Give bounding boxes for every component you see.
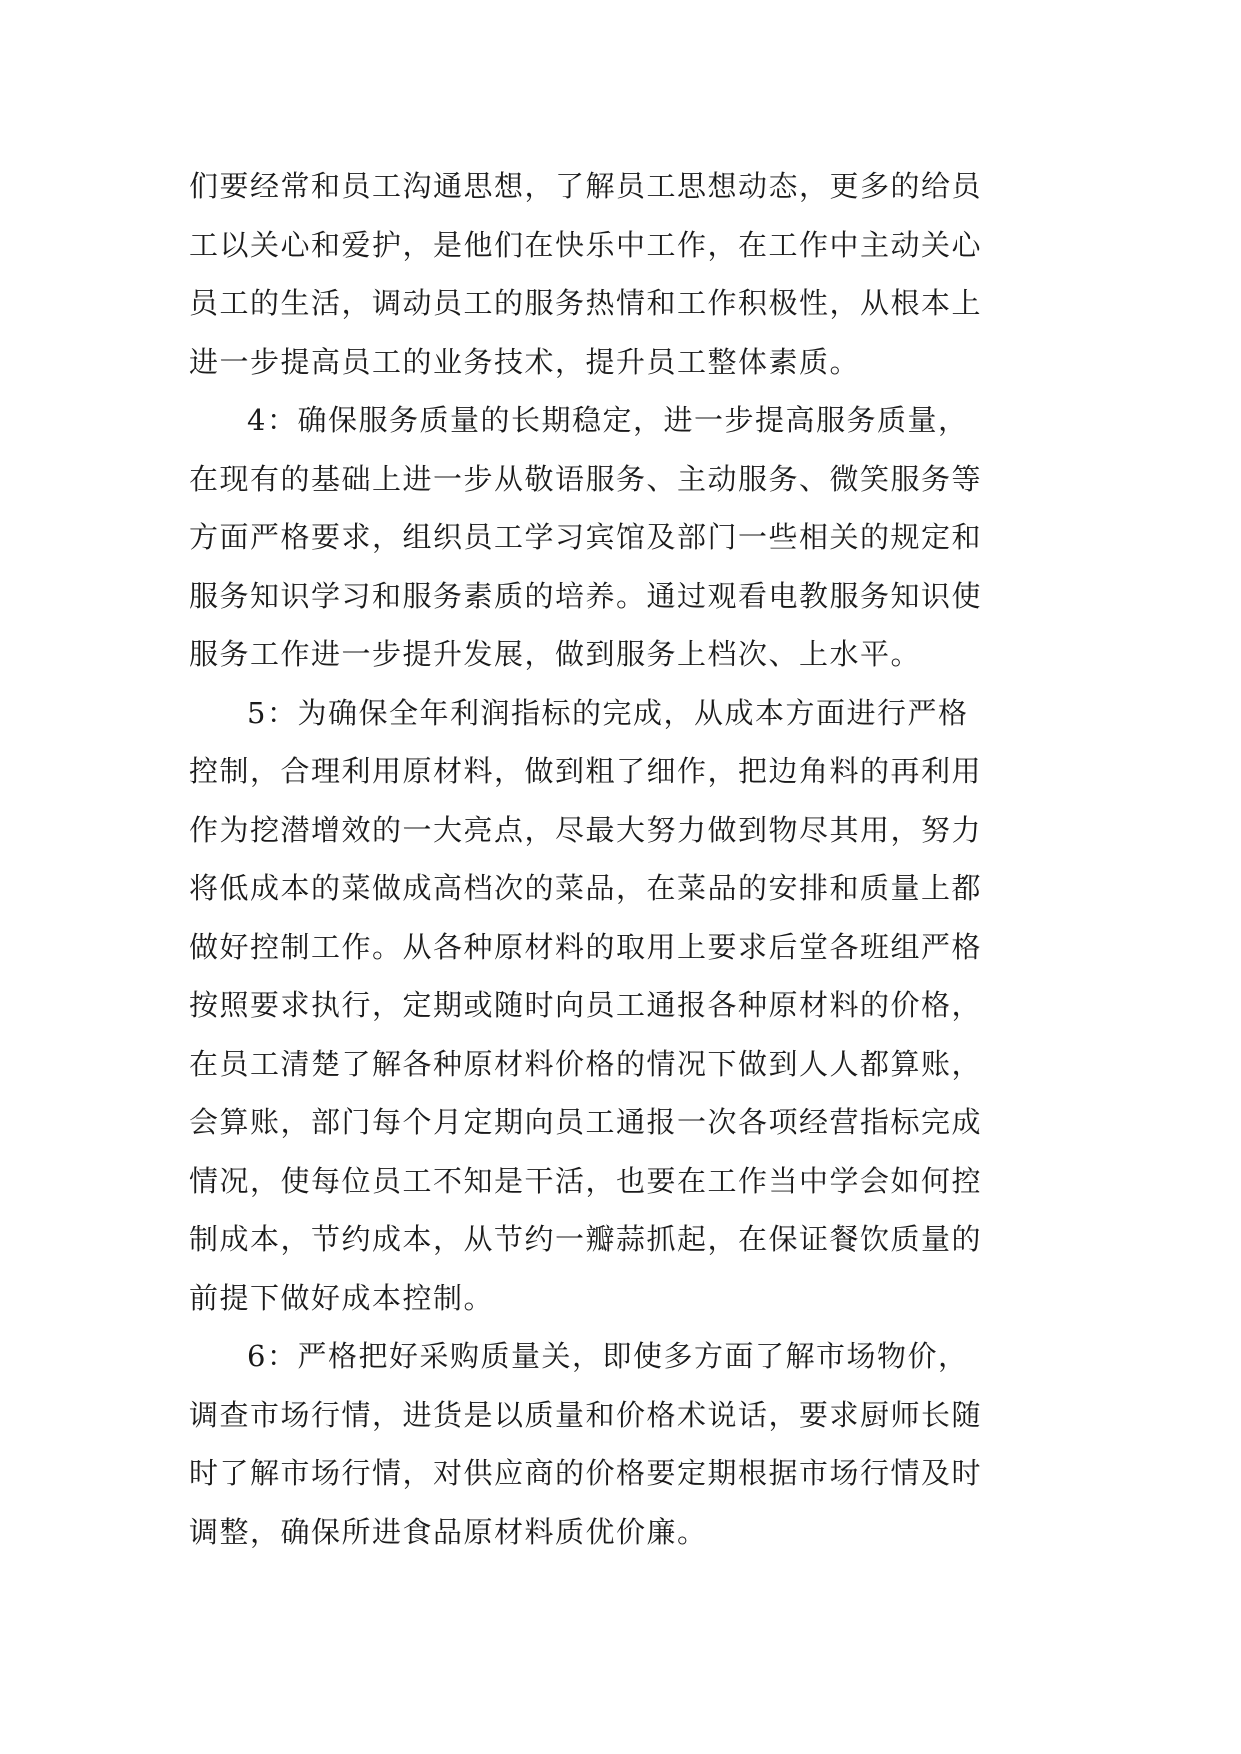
text-line: 前提下做好成本控制。 [189,1280,495,1315]
text-line: 服务知识学习和服务素质的培养。通过观看电教服务知识使 [189,578,983,613]
text-line: 调查市场行情，进货是以质量和价格术说话，要求厨师长随 [189,1397,983,1432]
text-line: 方面严格要求，组织员工学习宾馆及部门一些相关的规定和 [189,520,983,554]
document-body [189,157,1069,1561]
text-line: 做好控制工作。从各种原材料的取用上要求后堂各班组严格 [189,929,983,964]
text-line: 控制，合理利用原材料，做到粗了细作，把边角料的再利用 [189,754,983,788]
text-line: 工以关心和爱护，是他们在快乐中工作，在工作中主动关心 [189,227,983,262]
text-line: 在员工清楚了解各种原材料价格的情况下做到人人都算账， [189,1046,983,1081]
text-line: 服务工作进一步提升发展，做到服务上档次、上水平。 [189,637,922,671]
text-line: 将低成本的菜做成高档次的菜品，在菜品的安排和质量上都 [189,871,983,905]
text-line: 按照要求执行，定期或随时向员工通报各种原材料的价格， [189,988,983,1022]
text-line: 情况，使每位员工不知是干活，也要在工作当中学会如何控 [189,1163,983,1198]
text-line: 员工的生活，调动员工的服务热情和工作积极性，从根本上 [189,286,983,320]
paragraph-5-start: 5：为确保全年利润指标的完成，从成本方面进行严格 [247,695,969,730]
text-line: 会算账，部门每个月定期向员工通报一次各项经营指标完成 [189,1105,983,1139]
text-line: 作为挖潜增效的一大亮点，尽最大努力做到物尽其用，努力 [189,812,983,847]
paragraph-6-start: 6：严格把好采购质量关，即使多方面了解市场物价， [247,1339,969,1373]
text-line: 在现有的基础上进一步从敬语服务、主动服务、微笑服务等 [189,461,983,496]
paragraph-4-start: 4：确保服务质量的长期稳定，进一步提高服务质量， [247,403,969,437]
text-line: 进一步提高员工的业务技术，提升员工整体素质。 [189,344,861,379]
text-line: 调整，确保所进食品原材料质优价廉。 [189,1514,708,1549]
text-line: 制成本，节约成本，从节约一瓣蒜抓起，在保证餐饮质量的 [189,1222,983,1256]
text-line: 们要经常和员工沟通思想，了解员工思想动态，更多的给员 [189,169,983,203]
text-line: 时了解市场行情，对供应商的价格要定期根据市场行情及时 [189,1456,983,1490]
